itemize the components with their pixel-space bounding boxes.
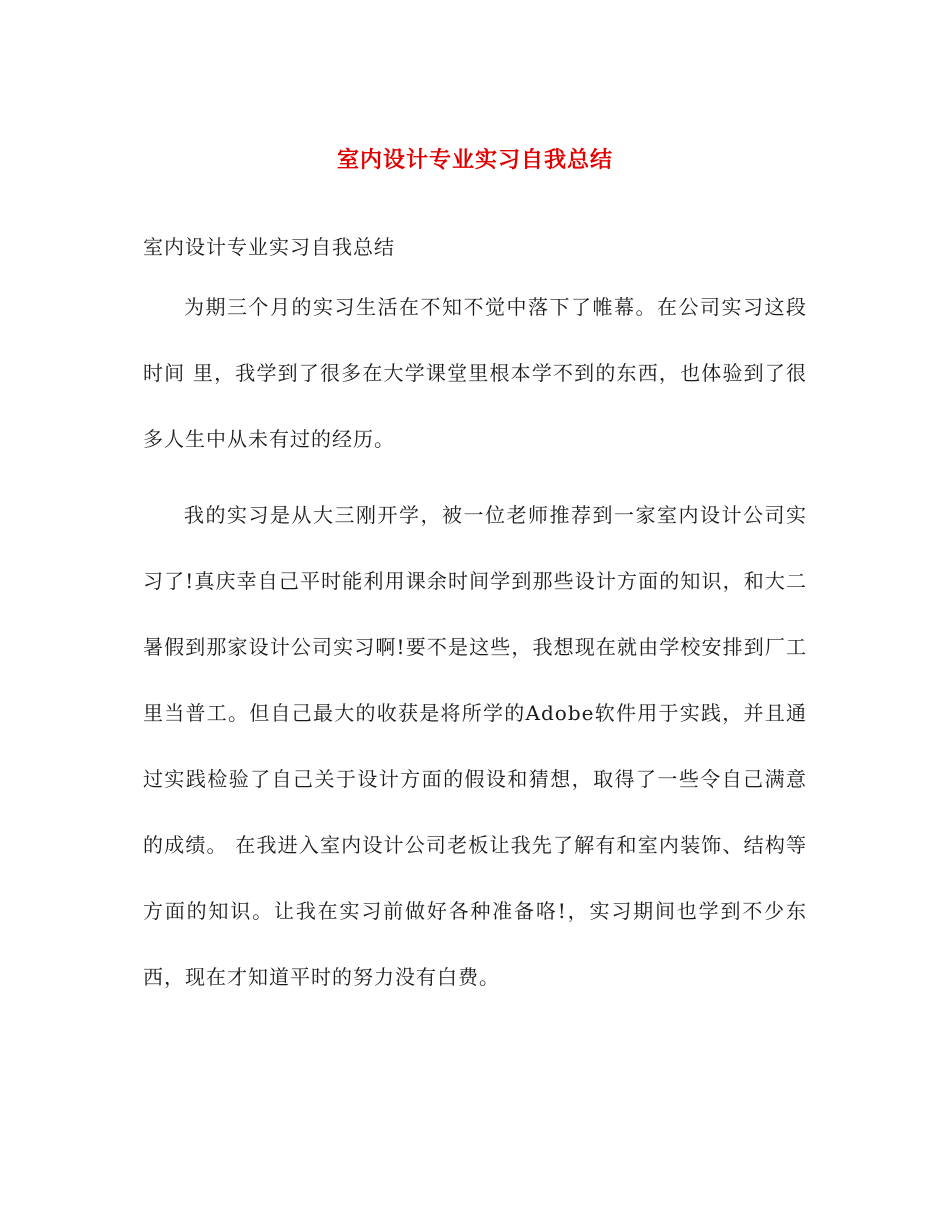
document-title: 室内设计专业实习自我总结 (336, 148, 613, 173)
document-subtitle: 室内设计专业实习自我总结 (143, 235, 395, 259)
body-paragraph-2: 我的实习是从大三刚开学，被一位老师推荐到一家室内设计公司实习了!真庆幸自己平时能利用课余时间学到那些设计方面的知识，和大二暑假到那家设计公司实习啊!要不是这些，我想现在就由学校安排到厂工里当普工。但自己最大的收获是将所学的Adobe软件用于实践，并且通 过实践检验了自己关于设计方面的假设和猜想，取得了一些令自己满意的成绩。 在我进入室内设计公司老板让我先了解有和室内装饰、结构等方面的知识。让我在实习前做好各种准备咯!，实习期间也学到不少东西，现在才知道平时的努力没有白费。 (143, 503, 807, 989)
body-paragraph-1: 为期三个月的实习生活在不知不觉中落下了帷幕。在公司实习这段时间 里，我学到了很多在大学课堂里根本学不到的东西，也体验到了很多人生中从未有过的经历。 (143, 295, 807, 451)
